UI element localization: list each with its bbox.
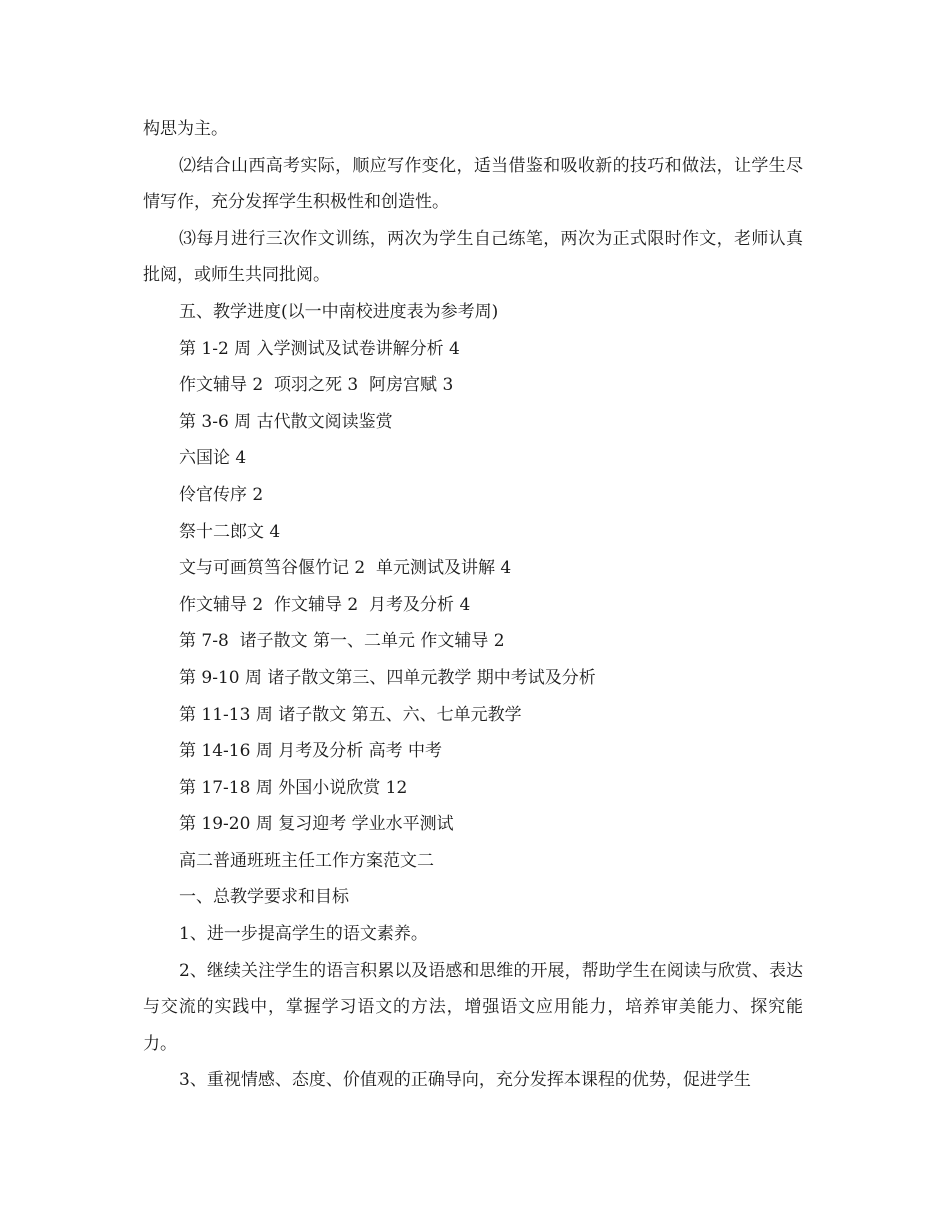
schedule-line: 作文辅导 2 项羽之死 3 阿房宫赋 3 [179, 375, 454, 396]
schedule-line: 第 7-8 诸子散文 第一、二单元 作文辅导 2 [179, 631, 505, 652]
schedule-line: 伶官传序 2 [179, 484, 264, 505]
schedule-line: 文与可画筼筜谷偃竹记 2 单元测试及讲解 4 [179, 558, 512, 579]
section-heading: 五、教学进度(以一中南校进度表为参考周) [179, 301, 499, 322]
paragraph: 构思为主。 [143, 119, 228, 139]
schedule-line: 第 19-20 周 复习迎考 学业水平测试 [179, 814, 454, 835]
document-title: 高二普通班班主任工作方案范文二 [179, 850, 434, 871]
section-heading: 一、总教学要求和目标 [179, 887, 349, 908]
paragraph: ⑵结合山西高考实际，顺应写作变化，适当借鉴和吸收新的技巧和做法，让学生尽情写作，充分发挥学生积极性和创造性。 [143, 155, 803, 213]
schedule-line: 第 14-16 周 月考及分析 高考 中考 [179, 741, 443, 762]
schedule-line: 第 11-13 周 诸子散文 第五、六、七单元教学 [179, 704, 522, 725]
schedule-line: 第 9-10 周 诸子散文第三、四单元教学 期中考试及分析 [179, 667, 596, 688]
paragraph: 2、继续关注学生的语言积累以及语感和思维的开展，帮助学生在阅读与欣赏、表达与交流的实践中，掌握学习语文的方法，增强语文应用能力，培养审美能力、探究能力。 [143, 960, 803, 1054]
schedule-line: 第 3-6 周 古代散文阅读鉴赏 [179, 411, 393, 432]
schedule-line: 作文辅导 2 作文辅导 2 月考及分析 4 [179, 594, 471, 615]
schedule-line: 第 17-18 周 外国小说欣赏 12 [179, 777, 408, 798]
paragraph: 3、重视情感、态度、价值观的正确导向，充分发挥本课程的优势，促进学生 [179, 1070, 751, 1091]
schedule-line: 六国论 4 [179, 448, 247, 469]
paragraph: ⑶每月进行三次作文训练，两次为学生自己练笔，两次为正式限时作文，老师认真批阅，或师生共同批阅。 [143, 228, 803, 286]
paragraph: 1、进一步提高学生的语文素养。 [179, 924, 428, 945]
schedule-line: 祭十二郎文 4 [179, 521, 281, 542]
schedule-line: 第 1-2 周 入学测试及试卷讲解分析 4 [179, 338, 460, 359]
document-body [143, 111, 803, 1099]
